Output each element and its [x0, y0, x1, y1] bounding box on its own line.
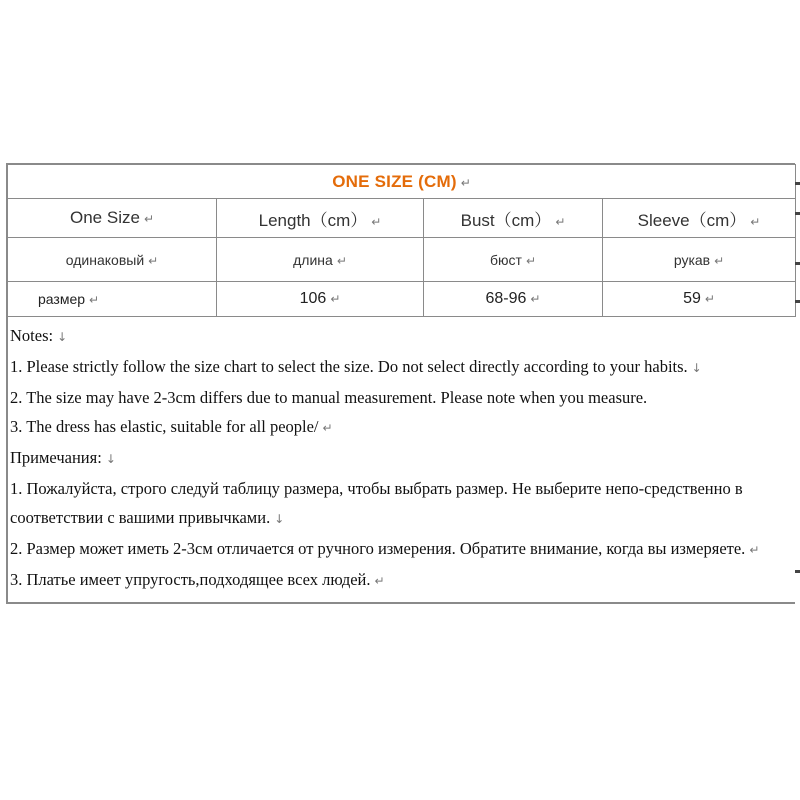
edge-tick [795, 262, 800, 265]
note-item [10, 412, 791, 443]
paragraph-mark: ↵ [371, 214, 382, 229]
header-cell [603, 199, 796, 238]
edge-tick [795, 570, 800, 573]
header-cell [8, 238, 217, 282]
note-item [10, 383, 791, 412]
header-ru-bust: бюст [490, 251, 522, 268]
paragraph-mark: ↵ [330, 292, 341, 306]
header-cell [217, 199, 424, 238]
paragraph-mark: ↵ [750, 214, 761, 229]
header-cell [8, 199, 217, 238]
paragraph-mark: ↵ [525, 253, 536, 268]
header-ru-size: одинаковый [65, 251, 145, 268]
note-item-ru [10, 565, 791, 596]
header-cell [424, 238, 603, 282]
note-text: 2. The size may have 2-3cm differs due to manual measurement. Please note when you measure. [10, 388, 648, 407]
sleeve-value: 59 [683, 290, 701, 307]
header-row [8, 199, 796, 238]
header-ru-length: длина [293, 251, 333, 268]
header-ru-sleeve: рукав [673, 251, 711, 268]
notes-heading [10, 321, 791, 352]
russian-header-row [8, 238, 796, 282]
table-cell [8, 282, 217, 317]
edge-tick [795, 182, 800, 185]
note-text-ru: 1. Пожалуйста, строго следуй таблицу размера, чтобы выбрать размер. Не выберите непо-средственно в соответствии с вашими привычками. [10, 479, 743, 527]
note-text-ru: 2. Размер может иметь 2-3см отличается от ручного измерения. Обратите внимание, когда вы измеряете. [10, 539, 746, 558]
header-cell [217, 238, 424, 282]
paragraph-mark: ↵ [555, 214, 566, 229]
line-break-mark: ↓ [691, 361, 702, 375]
table-cell [217, 282, 424, 317]
paragraph-mark: ↵ [374, 574, 385, 588]
notes-heading-text: Notes: [10, 326, 54, 345]
table-title-cell [8, 165, 796, 199]
edge-tick [795, 212, 800, 215]
size-table [7, 164, 796, 317]
header-cell [424, 199, 603, 238]
line-break-mark: ↓ [57, 330, 68, 344]
size-chart-sheet [6, 163, 795, 604]
paragraph-mark: ↵ [143, 212, 154, 226]
line-break-mark: ↓ [105, 452, 116, 466]
header-cell [603, 238, 796, 282]
paragraph-mark: ↵ [89, 293, 100, 307]
notes-ru-heading [10, 443, 791, 474]
note-text-ru: 3. Платье имеет упругость,подходящее всех людей. [10, 570, 371, 589]
notes-section [7, 317, 795, 603]
table-row [8, 282, 796, 317]
line-break-mark: ↓ [274, 512, 285, 526]
paragraph-mark: ↵ [336, 253, 347, 268]
row-label: размер [38, 291, 86, 307]
table-title: ONE SIZE (CM) [332, 171, 457, 191]
header-length: Length（cm） [258, 210, 368, 230]
table-title-row [8, 165, 796, 199]
note-item-ru [10, 474, 791, 534]
note-text: 3. The dress has elastic, suitable for all people/ [10, 417, 319, 436]
note-item-ru [10, 534, 791, 565]
paragraph-mark: ↵ [704, 292, 715, 306]
table-cell [424, 282, 603, 317]
bust-value: 68-96 [485, 290, 527, 307]
table-cell [603, 282, 796, 317]
paragraph-mark: ↵ [148, 253, 159, 268]
edge-tick [795, 300, 800, 303]
header-one-size: One Size [70, 208, 140, 227]
header-sleeve: Sleeve（cm） [637, 210, 747, 230]
note-text: 1. Please strictly follow the size chart to select the size. Do not select directly according to your habits. [10, 357, 688, 376]
header-bust: Bust（cm） [460, 210, 552, 230]
paragraph-mark: ↵ [749, 543, 760, 557]
paragraph-mark: ↵ [714, 253, 725, 268]
note-item [10, 352, 791, 383]
paragraph-mark: ↵ [530, 292, 541, 306]
length-value: 106 [299, 290, 327, 307]
notes-ru-heading-text: Примечания: [10, 448, 102, 467]
paragraph-mark: ↵ [322, 421, 333, 435]
paragraph-mark: ↵ [460, 175, 471, 190]
